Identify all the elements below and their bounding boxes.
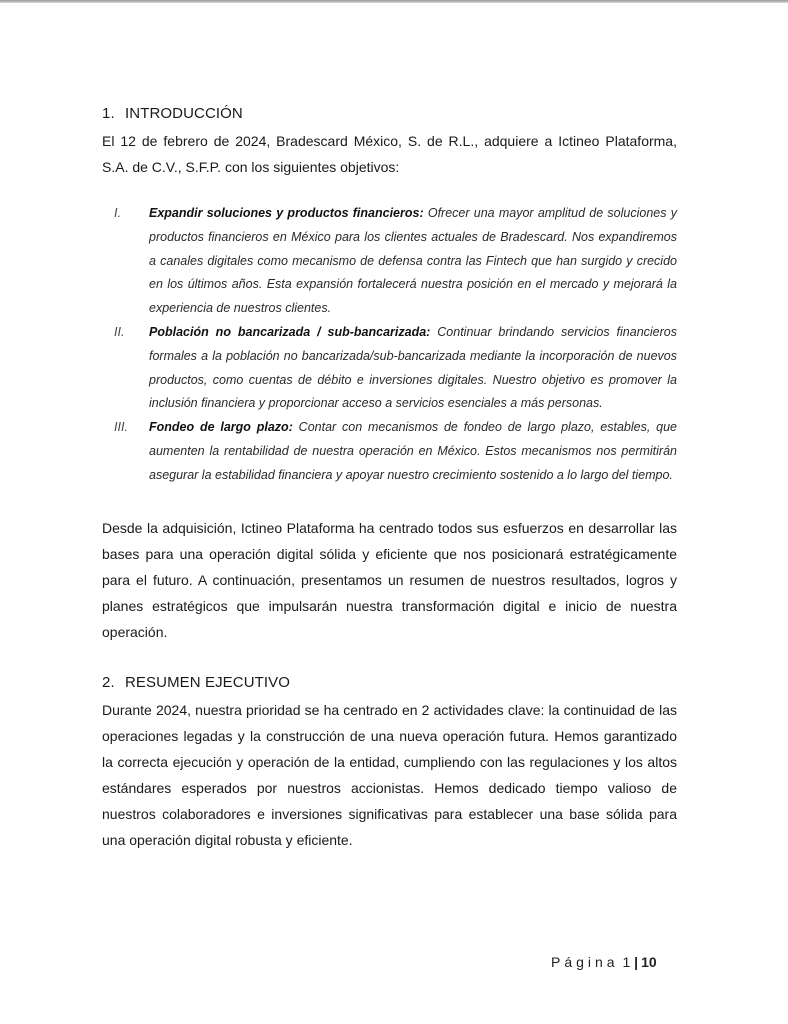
objective-item xyxy=(102,416,677,487)
section-1-closing: Desde la adquisición, Ictineo Plataforma ha centrado todos sus esfuerzos en desarrollar las bases para una operación digital sólida y eficiente que nos posicionará estratégicamente para el futuro. A continuación, presentamos un resumen de nuestros resultados, logros y planes estratégicos que impulsarán nuestra transformación digital e inicio de nuestra operación. xyxy=(102,519,677,640)
objective-text: Continuar brindando servicios financieros formales a la población no bancarizada/sub-bancarizada mediante la incorporación de nuevos productos, como cuentas de débito e inversiones digitales. Nuestro objetivo es promover la inclusión financiera y proporcionar acceso a servicios esenciales a más personas. xyxy=(149,324,677,411)
section-2-heading xyxy=(102,673,677,693)
objective-text: Ofrecer una mayor amplitud de soluciones y productos financieros en México para los clientes actuales de Bradescard. Nos expandiremos a canales digitales como mecanismo de defensa contra las Fintech que han surgido y crecido en los últimos años. Esta expansión fortalecerá nuestra posición en el mercado y mejorará la experiencia de nuestros clientes. xyxy=(149,206,677,316)
section-1-heading xyxy=(102,104,677,124)
objective-numeral: III. xyxy=(114,420,128,435)
top-border xyxy=(0,0,788,3)
objective-title: Fondeo de largo plazo: xyxy=(149,420,293,435)
section-2-title: RESUMEN EJECUTIVO xyxy=(125,673,291,691)
section-2-number: 2. xyxy=(102,673,115,691)
section-1-intro: El 12 de febrero de 2024, Bradescard México, S. de R.L., adquiere a Ictineo Plataforma, S.A. de C.V., S.F.P. con los siguientes objetivos: xyxy=(102,133,677,175)
footer-total-pages: 10 xyxy=(641,954,657,970)
footer-page-word: Página xyxy=(551,954,619,970)
page-footer xyxy=(551,953,657,971)
objective-title: Expandir soluciones y productos financieros: xyxy=(149,206,424,220)
footer-page-number: 1 xyxy=(622,954,631,970)
footer-separator: | xyxy=(634,954,639,970)
objective-numeral: II. xyxy=(114,324,125,339)
objective-item xyxy=(102,321,677,416)
section-1-title: INTRODUCCIÓN xyxy=(125,105,243,122)
objective-item xyxy=(102,202,677,321)
section-1-number: 1. xyxy=(102,105,115,122)
objective-text: Contar con mecanismos de fondeo de largo plazo, estables, que aumenten la rentabilidad de nuestra operación en México. Estos mecanismos nos permitirán asegurar la estabilidad financiera y apoyar nuestro crecimiento sostenido a lo largo del tiempo. xyxy=(149,420,677,482)
objective-title: Población no bancarizada / sub-bancarizada: xyxy=(149,324,431,339)
section-2-body: Durante 2024, nuestra prioridad se ha centrado en 2 actividades clave: la continuidad de las operaciones legadas y la construcción de una nueva operación futura. Hemos garantizado la correcta ejecución y operación de la entidad, cumpliendo con las regulaciones y los altos estándares esperados por nuestros accionistas. Hemos dedicado tiempo valioso de nuestros colaboradores e inversiones significativas para establecer una base sólida para una operación digital robusta y eficiente. xyxy=(102,701,677,848)
objective-numeral: I. xyxy=(114,206,121,220)
objectives-list xyxy=(102,202,677,488)
document-page xyxy=(102,104,677,853)
